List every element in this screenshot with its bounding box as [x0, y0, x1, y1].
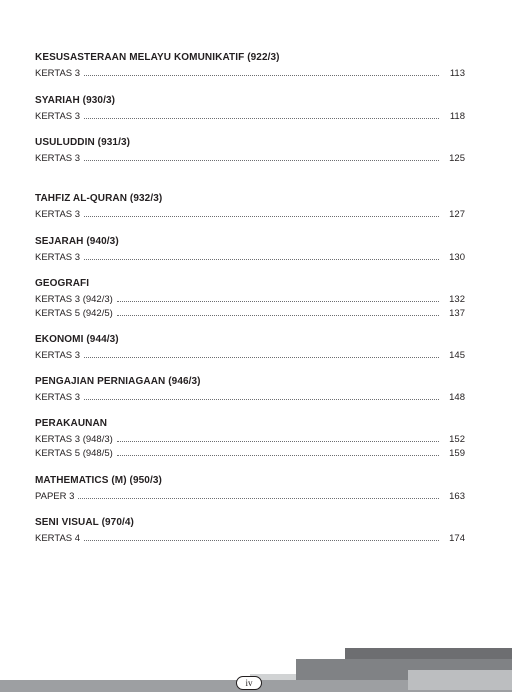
dot-leader [117, 292, 439, 302]
entry-page-number: 118 [449, 111, 465, 122]
section-title: SYARIAH (930/3) [35, 95, 116, 106]
dot-leader [117, 306, 439, 316]
entry-page-number: 130 [449, 252, 465, 263]
toc-entry[interactable] [35, 109, 465, 123]
toc-entry[interactable] [35, 250, 465, 264]
dot-leader [84, 390, 439, 400]
entry-label: KERTAS 3 [35, 209, 81, 220]
toc-entry[interactable] [35, 207, 465, 221]
section-title: TAHFIZ AL-QURAN (932/3) [35, 193, 163, 204]
dot-leader [84, 66, 439, 76]
entry-label: KERTAS 3 [35, 252, 81, 263]
entry-label: KERTAS 3 [35, 111, 81, 122]
entry-page-number: 132 [449, 294, 465, 305]
entry-page-number: 159 [449, 448, 465, 459]
toc-section [35, 376, 465, 404]
entry-page-number: 113 [449, 68, 465, 79]
toc-entry[interactable] [35, 531, 465, 545]
page-footer [0, 640, 512, 700]
section-title: SEJARAH (940/3) [35, 236, 119, 247]
entry-label: KERTAS 5 (942/5) [35, 308, 113, 319]
toc-section [35, 475, 465, 503]
entry-page-number: 137 [449, 308, 465, 319]
toc-entry[interactable] [35, 66, 465, 80]
entry-page-number: 127 [449, 209, 465, 220]
section-title: GEOGRAFI [35, 278, 90, 289]
toc-section [35, 52, 465, 80]
dot-leader [117, 432, 439, 442]
entry-label: PAPER 3 [35, 491, 75, 502]
entry-label: KERTAS 4 [35, 533, 81, 544]
entry-page-number: 148 [449, 392, 465, 403]
dot-leader [84, 531, 439, 541]
dot-leader [84, 109, 439, 119]
dot-leader [84, 151, 439, 161]
entry-label: KERTAS 3 [35, 350, 81, 361]
entry-page-number: 163 [449, 491, 465, 502]
entry-page-number: 125 [449, 153, 465, 164]
section-title: PERAKAUNAN [35, 418, 108, 429]
section-title: PENGAJIAN PERNIAGAAN (946/3) [35, 376, 201, 387]
toc-section [35, 334, 465, 362]
toc-section [35, 517, 465, 545]
toc-entry[interactable] [35, 306, 465, 320]
entry-page-number: 152 [449, 434, 465, 445]
entry-page-number: 145 [449, 350, 465, 361]
entry-page-number: 174 [449, 533, 465, 544]
section-title: KESUSASTERAAN MELAYU KOMUNIKATIF (922/3) [35, 52, 280, 63]
toc-entry[interactable] [35, 348, 465, 362]
toc-entry[interactable] [35, 432, 465, 446]
section-title: USULUDDIN (931/3) [35, 137, 131, 148]
dot-leader [84, 348, 439, 358]
toc-entry[interactable] [35, 446, 465, 460]
footer-block-top [345, 648, 512, 659]
entry-label: KERTAS 5 (948/5) [35, 448, 113, 459]
entry-label: KERTAS 3 [35, 68, 81, 79]
section-title: EKONOMI (944/3) [35, 334, 119, 345]
footer-block-right [408, 670, 512, 690]
entry-label: KERTAS 3 [35, 153, 81, 164]
entry-label: KERTAS 3 [35, 392, 81, 403]
toc-section [35, 418, 465, 460]
toc-section [35, 236, 465, 264]
toc-entry[interactable] [35, 489, 465, 503]
dot-leader [78, 489, 439, 499]
dot-leader [117, 446, 439, 456]
toc-entry[interactable] [35, 390, 465, 404]
toc-entry[interactable] [35, 151, 465, 165]
toc-section [35, 278, 465, 320]
dot-leader [84, 250, 439, 260]
toc-section [35, 193, 465, 221]
entry-label: KERTAS 3 (942/3) [35, 294, 113, 305]
dot-leader [84, 207, 439, 217]
section-title: MATHEMATICS (M) (950/3) [35, 475, 162, 486]
toc-section [35, 137, 465, 165]
toc-section [35, 95, 465, 123]
toc-entry[interactable] [35, 292, 465, 306]
section-title: SENI VISUAL (970/4) [35, 517, 134, 528]
entry-label: KERTAS 3 (948/3) [35, 434, 113, 445]
page-number: iv [236, 676, 262, 690]
